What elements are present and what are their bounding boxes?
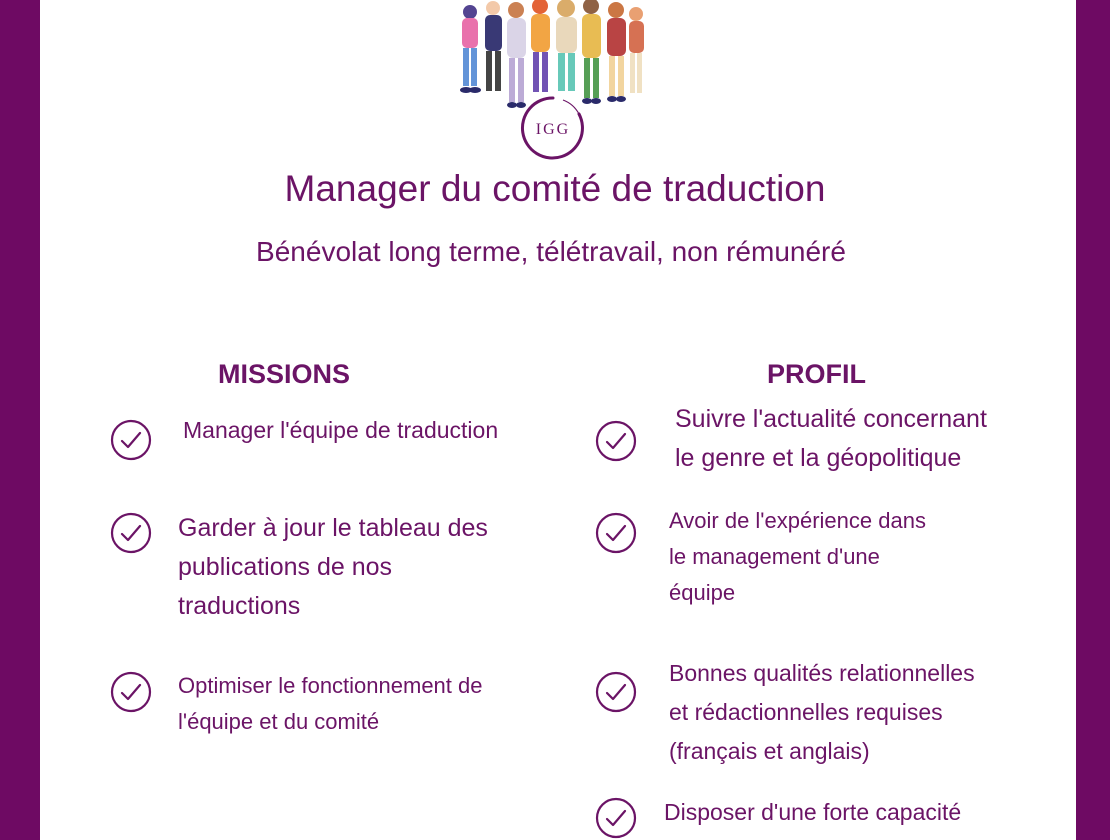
missions-item-1 [183,411,498,450]
check-circle-icon [110,512,152,554]
list-item-line: et rédactionnelles requises [669,699,943,725]
missions-item-3 [178,668,483,740]
list-item-line: Optimiser le fonctionnement de [178,673,483,698]
list-item-line: Bonnes qualités relationnelles [669,660,975,686]
page-subtitle: Bénévolat long terme, télétravail, non rémunéré [256,236,846,267]
list-item-line: Garder à jour le tableau des [178,514,488,542]
check-circle-icon [110,671,152,713]
list-item-line: Manager l'équipe de traduction [183,417,499,443]
profil-item-3 [669,654,975,771]
check-circle-icon [595,420,637,462]
profil-heading: PROFIL [767,359,866,389]
list-item-line: équipe [669,580,736,605]
check-circle-icon [595,512,637,554]
missions-heading: MISSIONS [218,359,351,389]
list-item-line: Avoir de l'expérience dans [669,508,926,533]
list-item-line: l'équipe et du comité [178,709,380,734]
list-item-line: traductions [178,592,301,620]
check-circle-icon [110,419,152,461]
check-circle-icon [595,797,637,839]
list-item-line: publications de nos [178,553,393,581]
list-item-line: Disposer d'une forte capacité [664,799,962,825]
list-item-line: Suivre l'actualité concernant [675,405,987,433]
logo-text: IGG [535,121,571,138]
igg-logo [519,94,587,162]
check-circle-icon [595,671,637,713]
profil-item-1 [675,400,987,478]
list-item-line: (français et anglais) [669,738,870,764]
page-title: Manager du comité de traduction [284,168,826,209]
profil-item-2 [669,503,926,611]
list-item-line: le management d'une [669,544,880,569]
list-item-line: le genre et la géopolitique [675,444,962,472]
missions-item-2 [178,509,488,626]
profil-item-4 [664,793,961,832]
